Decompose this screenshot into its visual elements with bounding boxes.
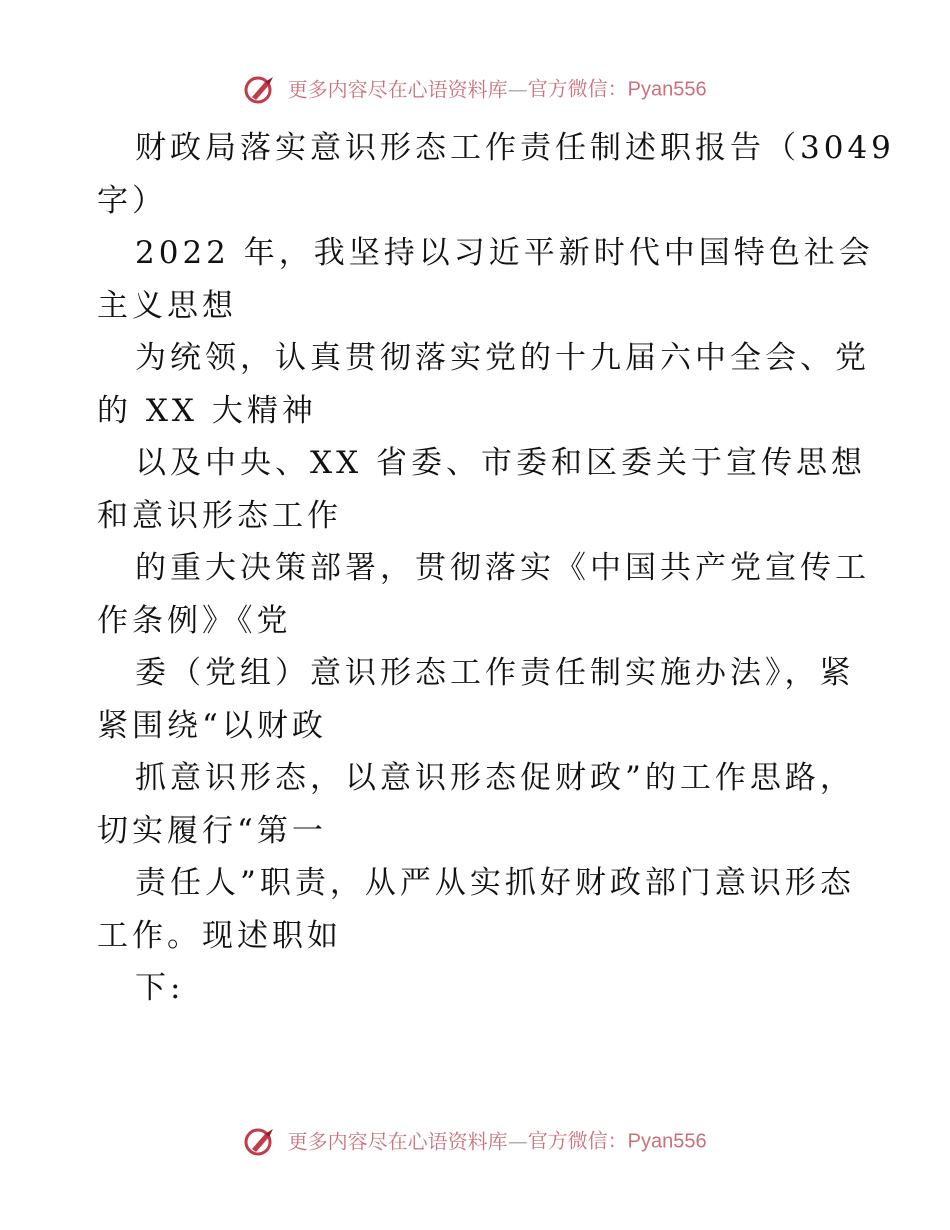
text-line: 下:	[135, 970, 185, 1006]
text-line: 委（党组）意识形态工作责任制实施办法》，紧	[135, 655, 855, 691]
text-line: 切实履行“第一	[97, 812, 327, 849]
text-line: 财政局落实意识形态工作责任制述职报告（3049	[135, 130, 895, 166]
watermark-contact: 官方微信：Pyan556	[527, 1130, 707, 1153]
text-line: 以及中央、XX 省委、市委和区委关于宣传思想	[135, 445, 866, 481]
text-line: 抓意识形态，以意识形态促财政”的工作思路，	[135, 760, 855, 796]
text-line: 字）	[97, 182, 167, 219]
text-line: 主义思想	[97, 287, 237, 324]
watermark-text: 更多内容尽在心语资料库	[287, 1129, 508, 1154]
document-body	[97, 122, 895, 1015]
watermark-separator: —	[507, 77, 528, 102]
pen-nib-logo-icon	[243, 1127, 277, 1157]
text-line: 为统领，认真贯彻落实党的十九届六中全会、党	[135, 340, 870, 376]
watermark-separator: —	[507, 1129, 528, 1154]
watermark-contact: 官方微信：Pyan556	[527, 78, 707, 101]
text-line: 的重大决策部署，贯彻落实《中国共产党宣传工	[135, 550, 870, 586]
text-line: 作条例》《党	[97, 602, 292, 639]
text-line: 和意识形态工作	[97, 497, 342, 534]
text-line: 紧围绕“以财政	[97, 707, 327, 744]
text-line: 的 XX 大精神	[97, 392, 317, 429]
text-line: 2022 年，我坚持以习近平新时代中国特色社会	[135, 235, 874, 271]
watermark-text: 更多内容尽在心语资料库	[287, 77, 508, 102]
text-line: 工作。现述职如	[97, 917, 342, 954]
footer-watermark	[0, 1125, 950, 1157]
text-line: 责任人”职责，从严从实抓好财政部门意识形态	[135, 865, 855, 901]
pen-nib-logo-icon	[243, 75, 277, 105]
header-watermark	[0, 73, 950, 105]
